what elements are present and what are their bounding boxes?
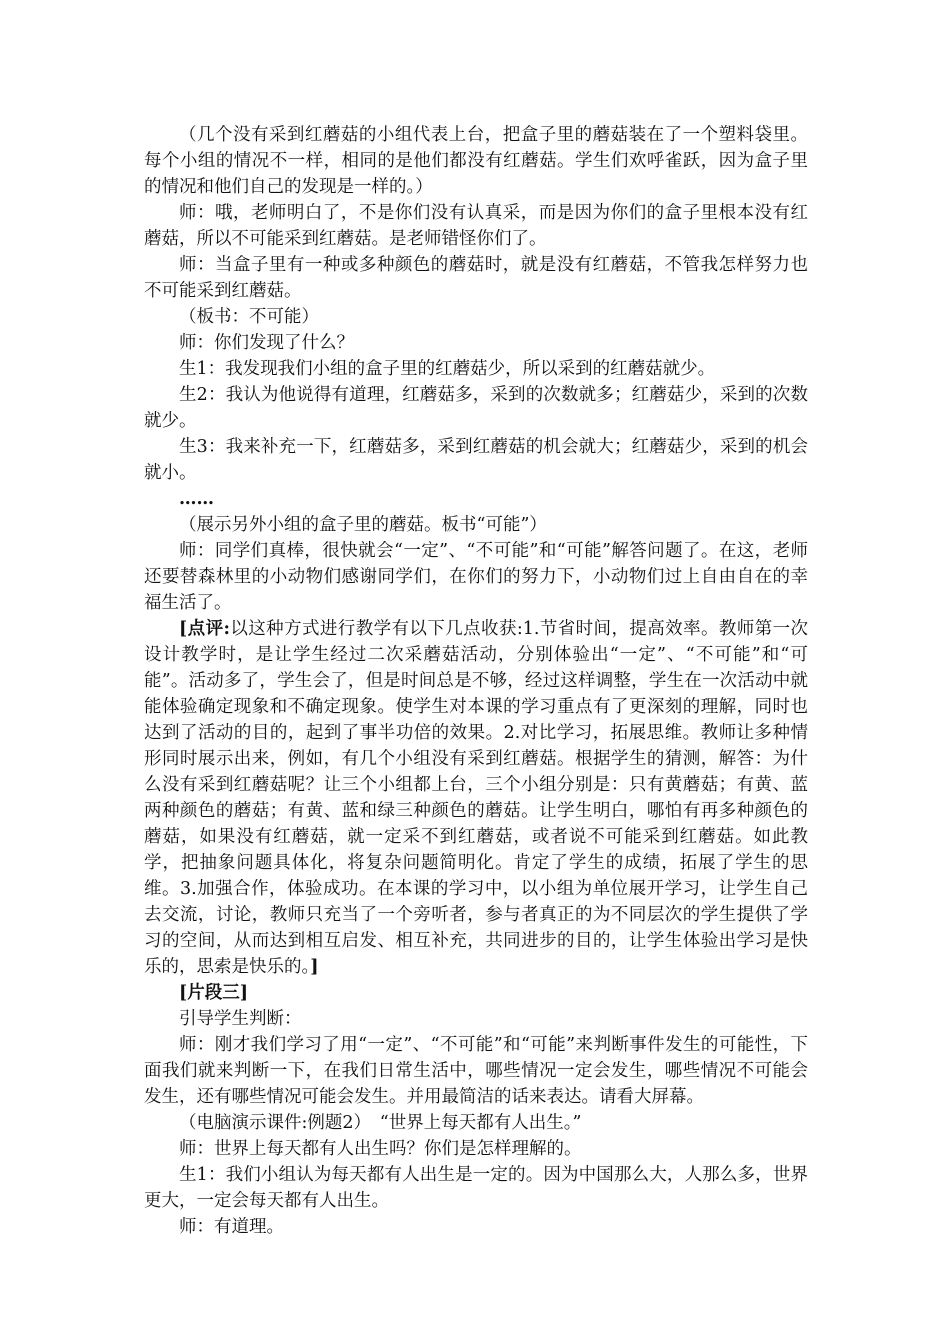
paragraph-student-1-answer: 生1：我们小组认为每天都有人出生是一定的。因为中国那么大，人那么多，世界更大，一定会每天都有人出生。 <box>144 1165 808 1211</box>
document-page <box>144 122 808 1240</box>
paragraph-teacher-question: 师：你们发现了什么？ <box>179 333 354 353</box>
commentary-body: 以这种方式进行教学有以下几点收获:1.节省时间，提高效率。教师第一次设计教学时，是让学生经过二次采蘑菇活动，分别体验出“一定”、“不可能”和“可能”。活动多了，学生会了，但是时间总是不够，经过这样调整，学生在一次活动中就能体验确定现象和不确定现象。使学生对本课的学习重点有了更深刻的理解，同时也达到了活动的目的，起到了事半功倍的效果。2.对比学习，拓展思维。教师让多种情形同时展示出来，例如，有几个小组没有采到红蘑菇。根据学生的猜测，解答：为什么没有采到红蘑菇呢？让三个小组都上台，三个小组分别是：只有黄蘑菇；有黄、蓝两种颜色的蘑菇；有黄、蓝和绿三种颜色的蘑菇。让学生明白，哪怕有再多种颜色的蘑菇，如果没有红蘑菇，就一定采不到红蘑菇，或者说不可能采到红蘑菇。如此教学，把抽象问题具体化，将复杂问题简明化。肯定了学生的成绩，拓展了学生的思维。3.加强合作，体验成功。在本课的学习中，以小组为单位展开学习，让学生自己去交流，讨论，教师只充当了一个旁听者，参与者真正的为不同层次的学生提供了学习的空间，从而达到相互启发、相互补充，共同进步的目的，让学生体验出学习是快乐的，思索是快乐的。 <box>144 619 809 977</box>
commentary-close-bracket: ] <box>310 957 319 977</box>
paragraph-ellipsis: …… <box>179 489 214 509</box>
paragraph-teacher-understands: 师：哦，老师明白了，不是你们没有认真采，而是因为你们的盒子里根本没有红蘑菇，所以不可能采到红蘑菇。是老师错怪你们了。 <box>144 203 808 249</box>
paragraph-board-possible: （展示另外小组的盒子里的蘑菇。板书“可能”） <box>179 515 547 535</box>
paragraph-stage-direction-groups: （几个没有采到红蘑菇的小组代表上台，把盒子里的蘑菇装在了一个塑料袋里。每个小组的情况不一样，相同的是他们都没有红蘑菇。学生们欢呼雀跃，因为盒子里的情况和他们自己的发现是一样的。） <box>144 125 808 197</box>
commentary-label: [点评: <box>179 619 230 639</box>
paragraph-board-impossible: （板书：不可能） <box>179 307 319 327</box>
paragraph-teacher-praise: 师：同学们真棒，很快就会“一定”、“不可能”和“可能”解答问题了。在这，老师还要替森林里的小动物们感谢同学们，在你们的努力下，小动物们过上自由自在的幸福生活了。 <box>144 541 808 613</box>
paragraph-student-1: 生1：我发现我们小组的盒子里的红蘑菇少，所以采到的红蘑菇就少。 <box>179 359 716 379</box>
section-heading-fragment-3: [片段三] <box>179 983 249 1003</box>
paragraph-teacher-instructions: 师：刚才我们学习了用“一定”、“不可能”和“可能”来判断事件发生的可能性，下面我们就来判断一下，在我们日常生活中，哪些情况一定会发生，哪些情况不可能会发生，还有哪些情况可能会发生。并用最简洁的话来表达。请看大屏幕。 <box>144 1035 808 1107</box>
paragraph-commentary <box>144 616 808 980</box>
paragraph-teacher-asks: 师：世界上每天都有人出生吗？你们是怎样理解的。 <box>179 1139 582 1159</box>
paragraph-student-3: 生3：我来补充一下，红蘑菇多，采到红蘑菇的机会就大；红蘑菇少，采到的机会就小。 <box>144 437 808 483</box>
paragraph-guide-judgement: 引导学生判断： <box>179 1009 302 1029</box>
paragraph-teacher-impossible: 师：当盒子里有一种或多种颜色的蘑菇时，就是没有红蘑菇，不管我怎样努力也不可能采到红蘑菇。 <box>144 255 808 301</box>
paragraph-courseware-example: （电脑演示课件:例题2） “世界上每天都有人出生。” <box>179 1113 582 1133</box>
paragraph-student-2: 生2：我认为他说得有道理，红蘑菇多，采到的次数就多；红蘑菇少，采到的次数就少。 <box>144 385 808 431</box>
paragraph-teacher-agrees: 师：有道理。 <box>179 1217 284 1237</box>
